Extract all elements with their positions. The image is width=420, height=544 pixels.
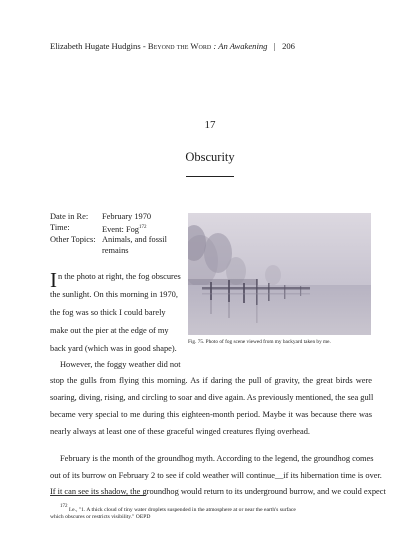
- header-separator: |: [267, 41, 283, 51]
- footnote-text-1: I.e., "1. A thick cloud of tiny water droplets suspended in the atmosphere at or near the earth's surface: [67, 507, 296, 513]
- paragraph-line: n the photo at right, the fog obscures: [58, 272, 181, 281]
- chapter-number: 17: [204, 119, 216, 131]
- paragraph-line: make out the pier at the edge of my: [50, 326, 169, 335]
- paragraph-line: February is the month of the groundhog myth. According to the legend, the groundhog comes: [60, 454, 374, 463]
- meta-time-value-wrap: [102, 223, 177, 236]
- footnote-line: which obscures or restricts visibility." OEPD: [50, 514, 151, 520]
- footnote-ref[interactable]: 172: [139, 224, 147, 230]
- running-header: [50, 41, 295, 51]
- photo-caption: Fig. 75. Photo of fog scene viewed from my backyard taken by me.: [188, 339, 331, 345]
- chapter-title: Obscurity: [185, 150, 235, 164]
- header-page-number: 206: [282, 41, 295, 51]
- header-book-title: Beyond the Word: [147, 41, 212, 51]
- meta-topics-value-2: remains: [102, 245, 129, 255]
- meta-topics-value-1: Animals, and fossil: [102, 235, 167, 244]
- drop-cap: I: [50, 268, 57, 292]
- paragraph-line: nearly always at least one of these graceful winged creatures flying overhead.: [50, 427, 310, 436]
- paragraph-line: However, the foggy weather did not: [60, 360, 181, 369]
- meta-topics-value-wrap: [102, 235, 177, 256]
- meta-time-value: Event: Fog: [102, 224, 139, 234]
- meta-time-row: [50, 223, 177, 236]
- meta-time-label: Time:: [50, 222, 70, 232]
- paragraph-line: became very special to me during this eighteen-month period. Maybe it was because there was: [50, 410, 372, 419]
- paragraph-line: out of its burrow on February 2 to see if cold weather will continue__if its hibernation time is over.: [50, 471, 382, 480]
- meta-topics-row: [50, 235, 177, 256]
- meta-date-row: [50, 212, 177, 223]
- footnote-rule: [50, 495, 146, 496]
- paragraph-line: stop the gulls from flying this morning. As if daring the pull of gravity, the great birds were: [50, 376, 372, 385]
- paragraph-line: soaring, diving, rising, and circling to soar and dive again. As previously mentioned, the sea gull: [50, 393, 374, 402]
- header-subtitle: : An Awakening: [211, 41, 268, 51]
- paragraph-line: the fog was so thick I could barely: [50, 308, 166, 317]
- footnote-number: 172: [60, 504, 68, 509]
- meta-date-value: February 1970: [102, 212, 152, 221]
- paragraph-line: back yard (which was in good shape).: [50, 344, 177, 353]
- chapter-metadata: [50, 212, 177, 256]
- footnote-line: [60, 504, 372, 513]
- meta-topics-label: Other Topics:: [50, 235, 96, 244]
- meta-date-label: Date in Re:: [50, 212, 89, 221]
- header-author: Elizabeth Hugate Hudgins -: [50, 41, 148, 51]
- fog-photo: [188, 213, 371, 335]
- title-rule: [186, 176, 234, 177]
- paragraph-line: the sunlight. On this morning in 1970,: [50, 290, 178, 299]
- paragraph-line: If it can see its shadow, the groundhog would return to its underground burrow, and we could expect: [50, 487, 386, 496]
- fog-scene-illustration: [188, 213, 371, 335]
